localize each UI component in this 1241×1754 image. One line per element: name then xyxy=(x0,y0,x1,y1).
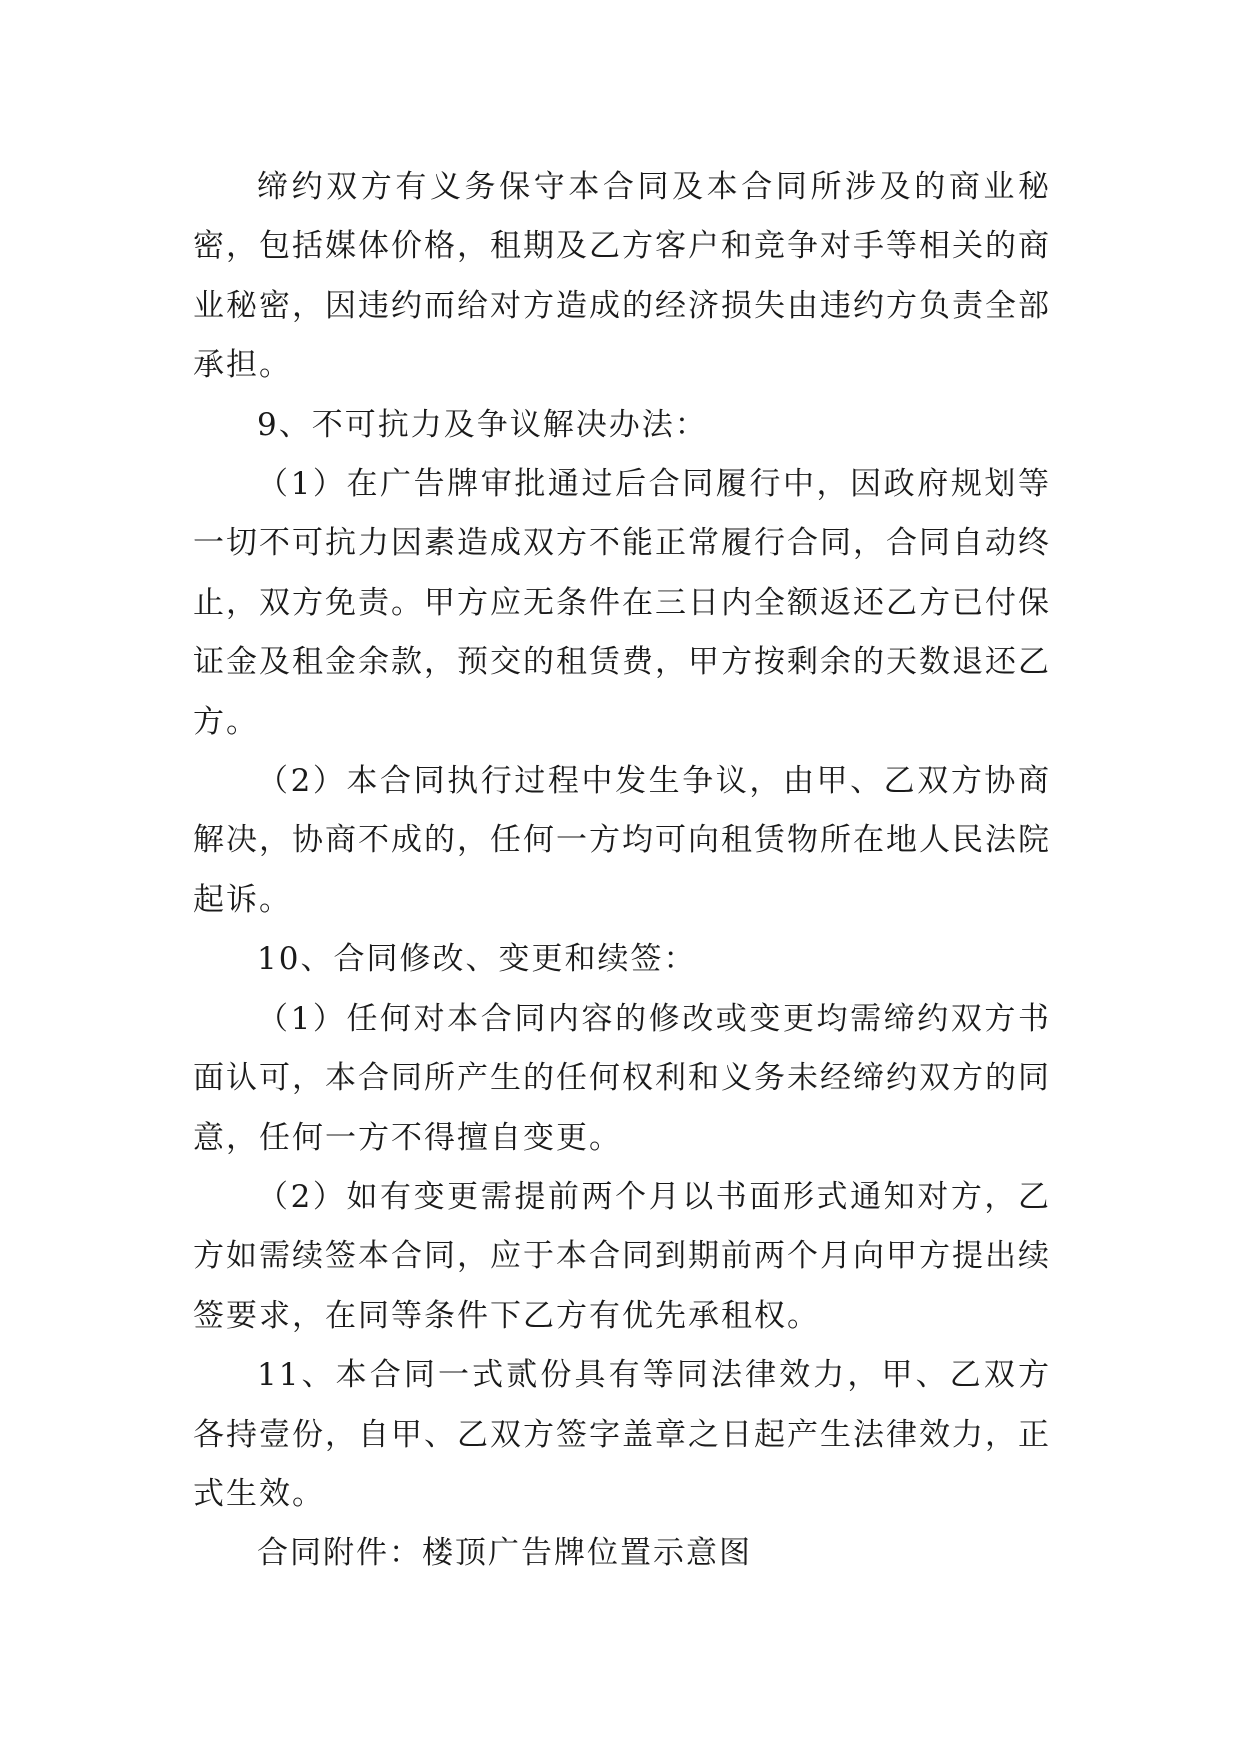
paragraph-confidentiality: 缔约双方有义务保守本合同及本合同所涉及的商业秘密，包括媒体价格，租期及乙方客户和竞争对手等相关的商业秘密，因违约而给对方造成的经济损失由违约方负责全部承担。 xyxy=(193,169,1051,384)
heading-modification: 10、合同修改、变更和续签： xyxy=(257,941,697,978)
clause-9-1: （1）在广告牌审批通过后合同履行中，因政府规划等一切不可抗力因素造成双方不能正常履行合同，合同自动终止，双方免责。甲方应无条件在三日内全额返还乙方已付保证金及租金余款，预交的租赁费，甲方按剩余的天数退还乙方。 xyxy=(193,466,1051,740)
attachment-note: 合同附件：楼顶广告牌位置示意图 xyxy=(257,1535,752,1572)
heading-force-majeure: 9、不可抗力及争议解决办法： xyxy=(257,406,708,443)
clause-11: 11、本合同一式贰份具有等同法律效力，甲、乙双方各持壹份，自甲、乙双方签字盖章之日起产生法律效力，正式生效。 xyxy=(193,1357,1051,1512)
clause-9-2: （2）本合同执行过程中发生争议，由甲、乙双方协商解决，协商不成的，任何一方均可向租赁物所在地人民法院起诉。 xyxy=(193,763,1051,918)
document-body xyxy=(193,158,1051,1584)
clause-10-2: （2）如有变更需提前两个月以书面形式通知对方，乙方如需续签本合同，应于本合同到期前两个月向甲方提出续签要求，在同等条件下乙方有优先承租权。 xyxy=(193,1178,1051,1334)
clause-10-1: （1）任何对本合同内容的修改或变更均需缔约双方书面认可，本合同所产生的任何权利和义务未经缔约双方的同意，任何一方不得擅自变更。 xyxy=(193,1000,1051,1156)
